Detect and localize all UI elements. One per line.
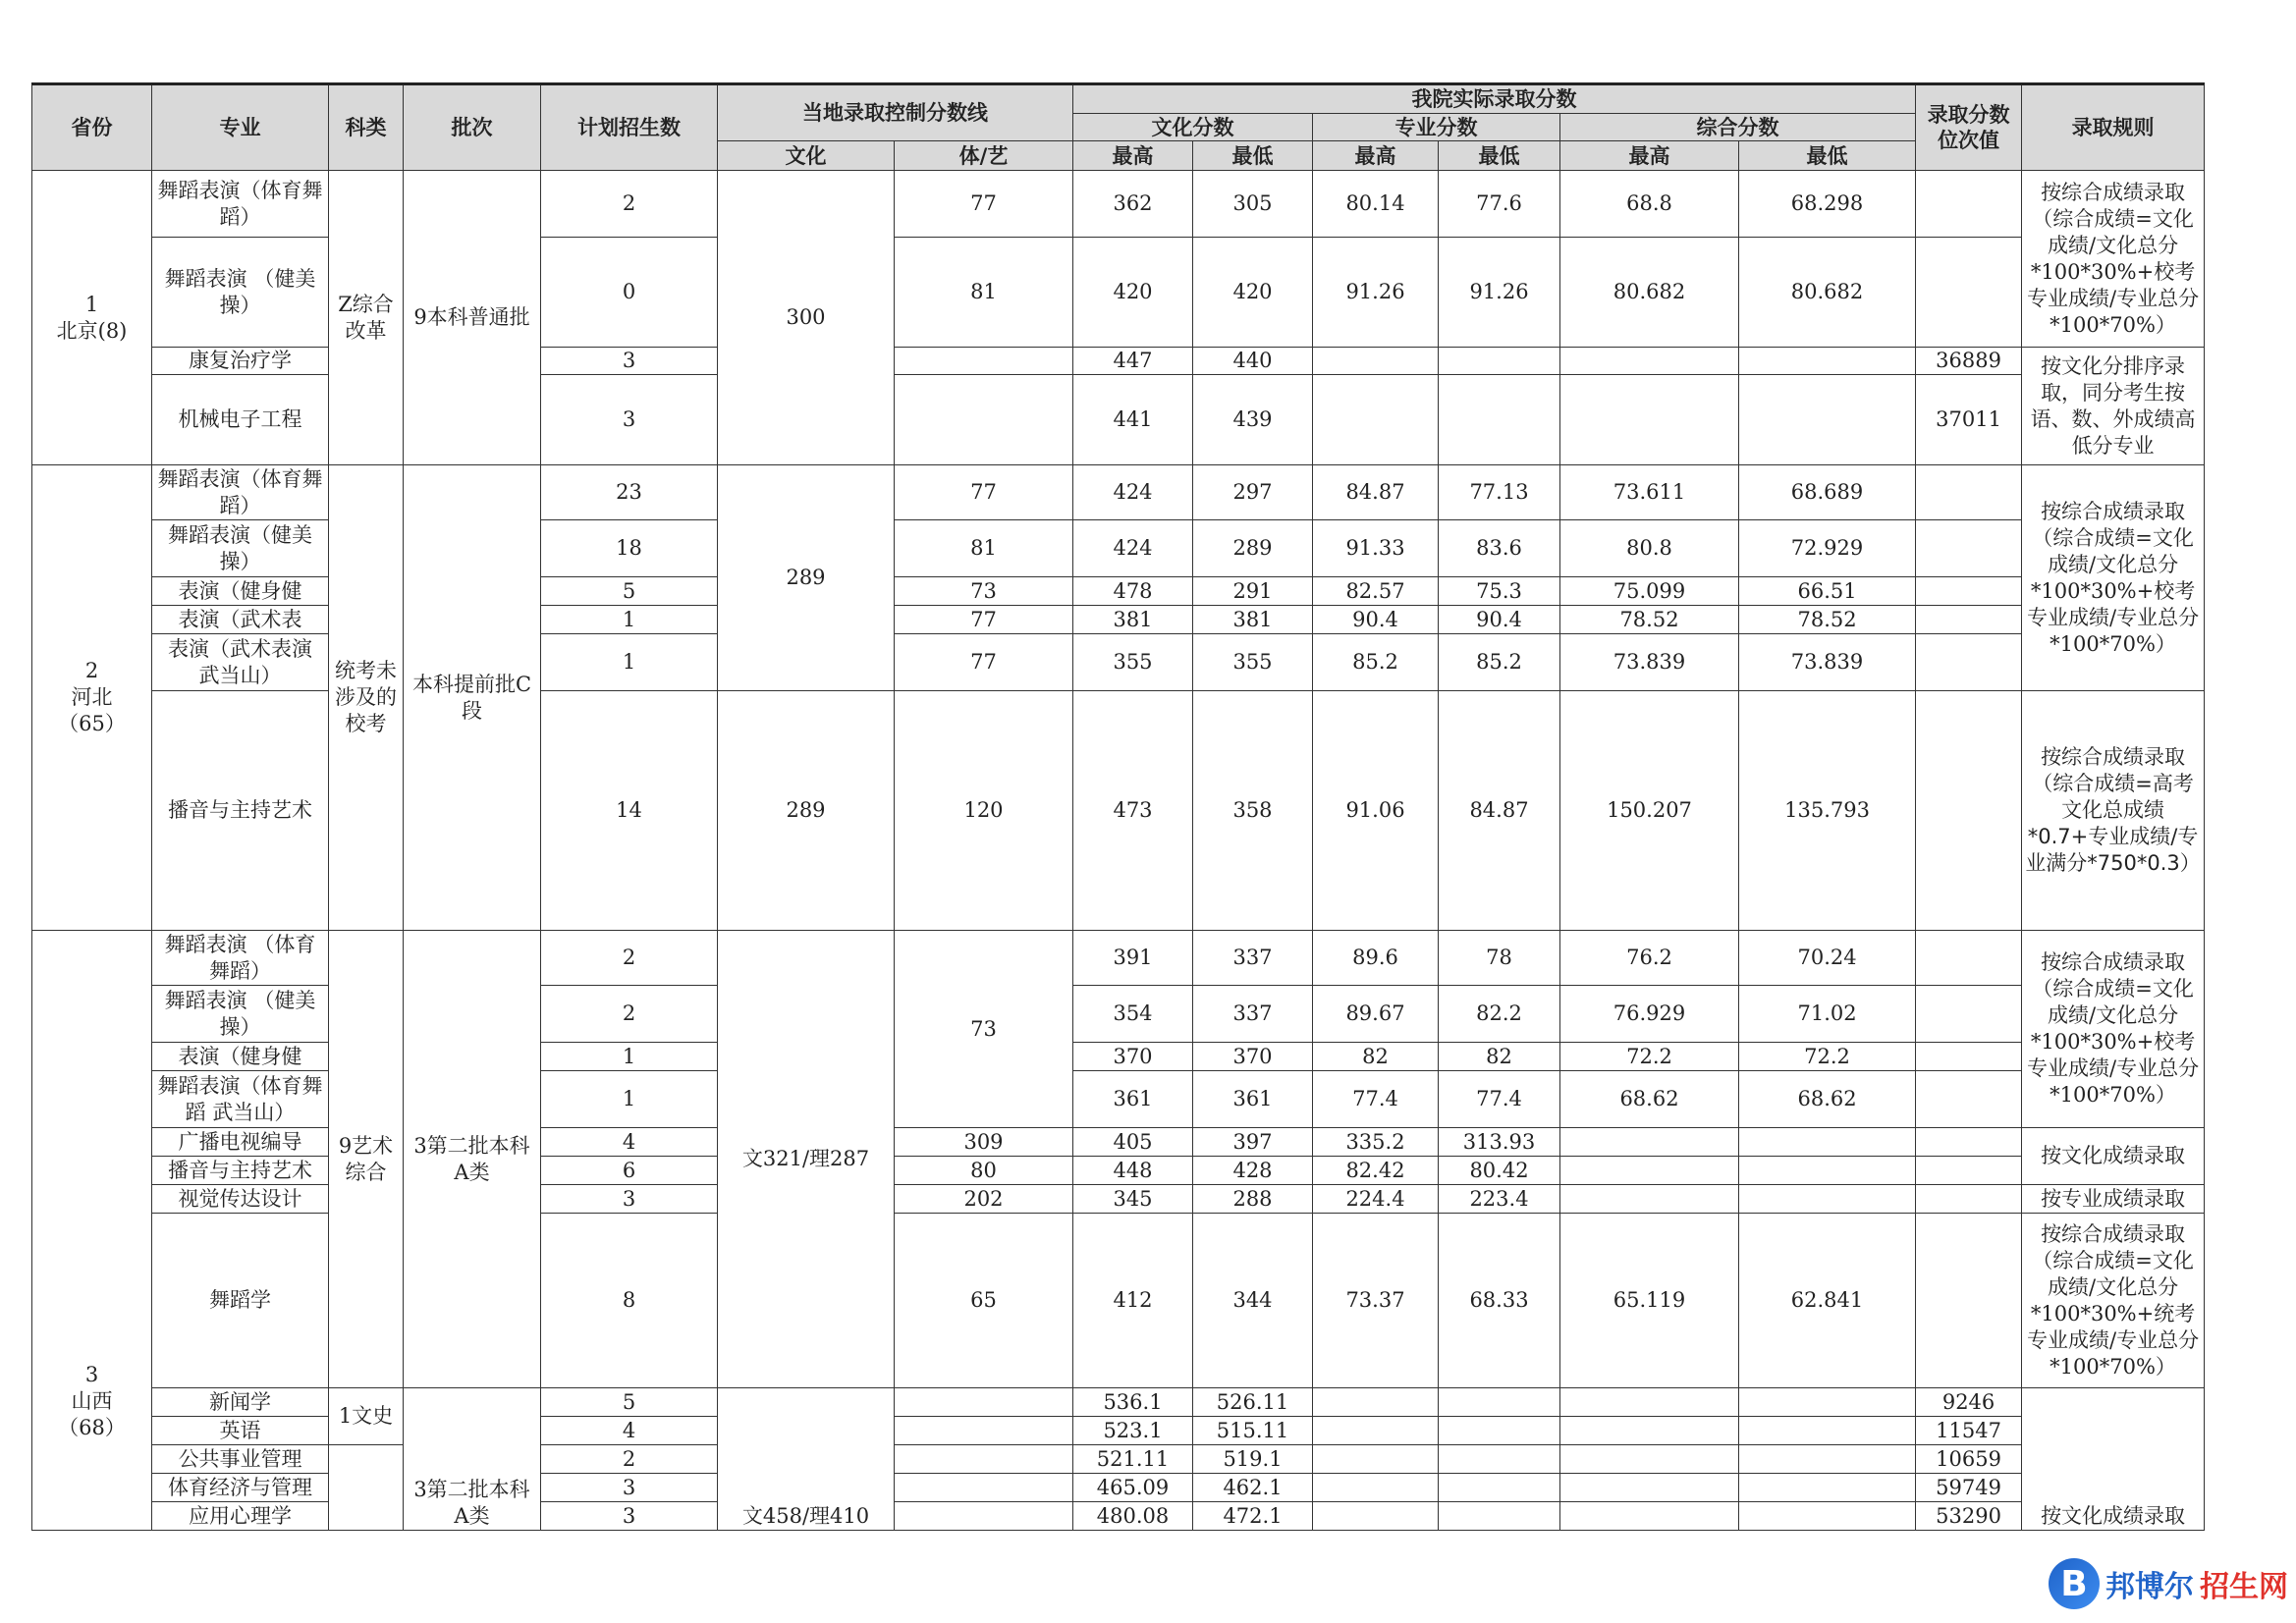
sport-art-line-cell: 77 <box>895 465 1073 520</box>
major-max-cell: 82.42 <box>1313 1157 1439 1185</box>
composite-max-cell <box>1560 348 1739 375</box>
admission-score-table <box>31 82 2205 1531</box>
header-local-culture: 文化 <box>718 141 895 171</box>
sport-art-line-cell: 81 <box>895 520 1073 577</box>
province-cell: 3 山西 （68） <box>32 931 152 1531</box>
culture-max-cell: 536.1 <box>1073 1388 1193 1417</box>
major-min-cell: 84.87 <box>1439 691 1560 931</box>
composite-max-cell: 68.62 <box>1560 1071 1739 1128</box>
rank-cell <box>1916 465 2022 520</box>
major-cell: 广播电视编导 <box>152 1128 329 1157</box>
plan-cell: 5 <box>541 1388 718 1417</box>
header-min: 最低 <box>1439 141 1560 171</box>
culture-line-cell: 300 <box>718 171 895 465</box>
culture-min-cell: 462.1 <box>1193 1474 1313 1502</box>
header-batch: 批次 <box>404 84 541 171</box>
major-min-cell <box>1439 1388 1560 1417</box>
major-cell: 新闻学 <box>152 1388 329 1417</box>
major-cell: 舞蹈表演（体育舞蹈 武当山） <box>152 1071 329 1128</box>
rule-cell: 按综合成绩录取（综合成绩=高考文化总成绩*0.7+专业成绩/专业满分*750*0.3） <box>2022 691 2205 931</box>
major-cell: 播音与主持艺术 <box>152 691 329 931</box>
sport-art-line-cell: 65 <box>895 1214 1073 1388</box>
rule-cell: 按专业成绩录取 <box>2022 1185 2205 1214</box>
major-max-cell: 84.87 <box>1313 465 1439 520</box>
plan-cell: 6 <box>541 1157 718 1185</box>
plan-cell: 3 <box>541 1185 718 1214</box>
major-max-cell: 91.06 <box>1313 691 1439 931</box>
header-category: 科类 <box>329 84 404 171</box>
major-max-cell <box>1313 1417 1439 1445</box>
culture-min-cell: 519.1 <box>1193 1445 1313 1474</box>
composite-max-cell <box>1560 1157 1739 1185</box>
header-max: 最高 <box>1073 141 1193 171</box>
major-min-cell: 83.6 <box>1439 520 1560 577</box>
major-cell: 表演（健身健 <box>152 577 329 606</box>
culture-min-cell: 289 <box>1193 520 1313 577</box>
culture-line-cell: 289 <box>718 465 895 691</box>
sport-art-line-cell: 120 <box>895 691 1073 931</box>
major-cell: 康复治疗学 <box>152 348 329 375</box>
plan-cell: 2 <box>541 171 718 238</box>
culture-line-cell: 文458/理410 <box>718 1388 895 1531</box>
major-max-cell: 85.2 <box>1313 634 1439 691</box>
rule-cell: 按文化分排序录取，同分考生按语、数、外成绩高低分专业 <box>2022 348 2205 465</box>
sport-art-line-cell: 202 <box>895 1185 1073 1214</box>
rule-cell: 按综合成绩录取（综合成绩=文化成绩/文化总分*100*30%+校考专业成绩/专业总分*100*70%） <box>2022 931 2205 1128</box>
major-min-cell <box>1439 348 1560 375</box>
composite-max-cell <box>1560 1388 1739 1417</box>
rule-cell: 按综合成绩录取（综合成绩=文化成绩/文化总分*100*30%+校考专业成绩/专业总分*100*70%） <box>2022 171 2205 348</box>
sport-art-line-cell <box>895 1502 1073 1531</box>
major-min-cell <box>1439 1445 1560 1474</box>
major-max-cell: 91.26 <box>1313 238 1439 348</box>
major-min-cell: 313.93 <box>1439 1128 1560 1157</box>
major-max-cell: 77.4 <box>1313 1071 1439 1128</box>
major-min-cell <box>1439 1474 1560 1502</box>
plan-cell: 1 <box>541 606 718 634</box>
major-min-cell <box>1439 1417 1560 1445</box>
culture-max-cell: 354 <box>1073 986 1193 1043</box>
rank-cell <box>1916 1128 2022 1157</box>
rule-cell: 按综合成绩录取（综合成绩=文化成绩/文化总分*100*30%+统考专业成绩/专业总分*100*70%） <box>2022 1214 2205 1388</box>
composite-min-cell <box>1739 1445 1916 1474</box>
culture-line-cell: 289 <box>718 691 895 931</box>
composite-max-cell: 75.099 <box>1560 577 1739 606</box>
culture-max-cell: 521.11 <box>1073 1445 1193 1474</box>
plan-cell: 2 <box>541 986 718 1043</box>
plan-cell: 4 <box>541 1417 718 1445</box>
culture-min-cell: 439 <box>1193 375 1313 465</box>
culture-max-cell: 405 <box>1073 1128 1193 1157</box>
composite-min-cell: 72.2 <box>1739 1043 1916 1071</box>
culture-min-cell: 381 <box>1193 606 1313 634</box>
composite-min-cell: 68.689 <box>1739 465 1916 520</box>
plan-cell: 14 <box>541 691 718 931</box>
header-local-line: 当地录取控制分数线 <box>718 84 1073 141</box>
sport-art-line-cell: 73 <box>895 577 1073 606</box>
major-cell: 视觉传达设计 <box>152 1185 329 1214</box>
culture-min-cell: 291 <box>1193 577 1313 606</box>
major-max-cell: 82.57 <box>1313 577 1439 606</box>
brand-watermark <box>2049 1558 2288 1609</box>
major-max-cell <box>1313 1445 1439 1474</box>
major-cell: 舞蹈学 <box>152 1214 329 1388</box>
major-min-cell: 77.13 <box>1439 465 1560 520</box>
sport-art-line-cell: 77 <box>895 606 1073 634</box>
culture-max-cell: 447 <box>1073 348 1193 375</box>
plan-cell: 4 <box>541 1128 718 1157</box>
major-max-cell <box>1313 1474 1439 1502</box>
header-major-score: 专业分数 <box>1313 114 1560 141</box>
batch-cell: 3第二批本科A类 <box>404 931 541 1388</box>
rank-cell <box>1916 520 2022 577</box>
major-min-cell: 80.42 <box>1439 1157 1560 1185</box>
composite-min-cell: 70.24 <box>1739 931 1916 986</box>
major-min-cell: 82.2 <box>1439 986 1560 1043</box>
sport-art-line-cell <box>895 1474 1073 1502</box>
rank-cell <box>1916 606 2022 634</box>
plan-cell: 3 <box>541 348 718 375</box>
culture-max-cell: 480.08 <box>1073 1502 1193 1531</box>
sport-art-line-cell <box>895 1445 1073 1474</box>
category-cell: 9艺术综合 <box>329 931 404 1388</box>
major-min-cell: 77.4 <box>1439 1071 1560 1128</box>
major-max-cell <box>1313 1388 1439 1417</box>
composite-min-cell: 66.51 <box>1739 577 1916 606</box>
culture-min-cell: 440 <box>1193 348 1313 375</box>
plan-cell: 3 <box>541 1502 718 1531</box>
rank-cell <box>1916 986 2022 1043</box>
composite-max-cell: 80.682 <box>1560 238 1739 348</box>
major-min-cell: 75.3 <box>1439 577 1560 606</box>
plan-cell: 3 <box>541 375 718 465</box>
culture-min-cell: 288 <box>1193 1185 1313 1214</box>
sport-art-line-cell: 77 <box>895 171 1073 238</box>
composite-min-cell <box>1739 1185 1916 1214</box>
category-cell <box>329 1445 404 1531</box>
culture-min-cell: 337 <box>1193 986 1313 1043</box>
composite-max-cell: 73.839 <box>1560 634 1739 691</box>
culture-max-cell: 424 <box>1073 520 1193 577</box>
composite-max-cell <box>1560 1502 1739 1531</box>
plan-cell: 23 <box>541 465 718 520</box>
province-cell: 2 河北 （65） <box>32 465 152 931</box>
major-min-cell: 90.4 <box>1439 606 1560 634</box>
plan-cell: 8 <box>541 1214 718 1388</box>
composite-min-cell: 71.02 <box>1739 986 1916 1043</box>
culture-min-cell: 472.1 <box>1193 1502 1313 1531</box>
composite-max-cell: 76.2 <box>1560 931 1739 986</box>
composite-min-cell: 72.929 <box>1739 520 1916 577</box>
culture-min-cell: 361 <box>1193 1071 1313 1128</box>
major-max-cell <box>1313 1502 1439 1531</box>
culture-min-cell: 397 <box>1193 1128 1313 1157</box>
major-cell: 英语 <box>152 1417 329 1445</box>
rank-cell: 10659 <box>1916 1445 2022 1474</box>
composite-min-cell <box>1739 375 1916 465</box>
composite-min-cell: 68.298 <box>1739 171 1916 238</box>
sport-art-line-cell <box>895 375 1073 465</box>
rank-cell <box>1916 1071 2022 1128</box>
header-major: 专业 <box>152 84 329 171</box>
culture-max-cell: 465.09 <box>1073 1474 1193 1502</box>
rank-cell: 59749 <box>1916 1474 2022 1502</box>
plan-cell: 0 <box>541 238 718 348</box>
culture-max-cell: 441 <box>1073 375 1193 465</box>
header-province: 省份 <box>32 84 152 171</box>
plan-cell: 1 <box>541 1071 718 1128</box>
header-composite-score: 综合分数 <box>1560 114 1916 141</box>
header-rule: 录取规则 <box>2022 84 2205 171</box>
sport-art-line-cell: 81 <box>895 238 1073 348</box>
rank-cell: 53290 <box>1916 1502 2022 1531</box>
header-rank: 录取分数位次值 <box>1916 84 2022 171</box>
culture-max-cell: 523.1 <box>1073 1417 1193 1445</box>
composite-min-cell: 80.682 <box>1739 238 1916 348</box>
composite-min-cell: 62.841 <box>1739 1214 1916 1388</box>
composite-min-cell: 73.839 <box>1739 634 1916 691</box>
rule-cell: 按综合成绩录取（综合成绩=文化成绩/文化总分*100*30%+校考专业成绩/专业总分*100*70%） <box>2022 465 2205 691</box>
composite-min-cell <box>1739 1388 1916 1417</box>
culture-min-cell: 344 <box>1193 1214 1313 1388</box>
composite-min-cell: 78.52 <box>1739 606 1916 634</box>
header-culture-score: 文化分数 <box>1073 114 1313 141</box>
major-min-cell: 68.33 <box>1439 1214 1560 1388</box>
major-min-cell <box>1439 1502 1560 1531</box>
major-max-cell <box>1313 348 1439 375</box>
culture-min-cell: 355 <box>1193 634 1313 691</box>
brand-name-a: 邦博尔 <box>2105 1570 2194 1604</box>
major-cell: 公共事业管理 <box>152 1445 329 1474</box>
culture-min-cell: 337 <box>1193 931 1313 986</box>
major-max-cell: 224.4 <box>1313 1185 1439 1214</box>
culture-max-cell: 391 <box>1073 931 1193 986</box>
rule-cell: 按文化成绩录取 <box>2022 1128 2205 1185</box>
culture-min-cell: 420 <box>1193 238 1313 348</box>
composite-max-cell: 78.52 <box>1560 606 1739 634</box>
culture-max-cell: 362 <box>1073 171 1193 238</box>
rank-cell <box>1916 171 2022 238</box>
culture-max-cell: 370 <box>1073 1043 1193 1071</box>
composite-max-cell: 68.8 <box>1560 171 1739 238</box>
composite-max-cell <box>1560 375 1739 465</box>
header-plan: 计划招生数 <box>541 84 718 171</box>
culture-line-cell: 文321/理287 <box>718 931 895 1388</box>
major-cell: 舞蹈表演（健美操） <box>152 520 329 577</box>
header-min: 最低 <box>1193 141 1313 171</box>
brand-name-b: 招生网 <box>2200 1570 2288 1604</box>
culture-min-cell: 297 <box>1193 465 1313 520</box>
major-min-cell: 223.4 <box>1439 1185 1560 1214</box>
culture-max-cell: 420 <box>1073 238 1193 348</box>
sport-art-line-cell <box>895 348 1073 375</box>
rank-cell: 37011 <box>1916 375 2022 465</box>
major-max-cell: 91.33 <box>1313 520 1439 577</box>
plan-cell: 3 <box>541 1474 718 1502</box>
composite-min-cell <box>1739 1417 1916 1445</box>
composite-min-cell: 68.62 <box>1739 1071 1916 1128</box>
culture-min-cell: 526.11 <box>1193 1388 1313 1417</box>
composite-min-cell <box>1739 348 1916 375</box>
sport-art-line-cell: 73 <box>895 931 1073 1128</box>
culture-max-cell: 424 <box>1073 465 1193 520</box>
composite-max-cell <box>1560 1128 1739 1157</box>
major-cell: 舞蹈表演（体育舞蹈） <box>152 465 329 520</box>
major-max-cell <box>1313 375 1439 465</box>
rank-cell: 36889 <box>1916 348 2022 375</box>
major-max-cell: 90.4 <box>1313 606 1439 634</box>
rank-cell <box>1916 1185 2022 1214</box>
category-cell: Z综合改革 <box>329 171 404 465</box>
composite-max-cell <box>1560 1445 1739 1474</box>
culture-max-cell: 478 <box>1073 577 1193 606</box>
major-cell: 舞蹈表演 （健美操） <box>152 238 329 348</box>
major-min-cell: 82 <box>1439 1043 1560 1071</box>
culture-min-cell: 370 <box>1193 1043 1313 1071</box>
culture-max-cell: 381 <box>1073 606 1193 634</box>
major-cell: 舞蹈表演（体育舞蹈） <box>152 171 329 238</box>
major-cell: 表演（武术表演 武当山） <box>152 634 329 691</box>
rank-cell <box>1916 931 2022 986</box>
sport-art-line-cell: 309 <box>895 1128 1073 1157</box>
rank-cell <box>1916 634 2022 691</box>
rule-cell: 按文化成绩录取 <box>2022 1388 2205 1531</box>
composite-min-cell: 135.793 <box>1739 691 1916 931</box>
culture-max-cell: 448 <box>1073 1157 1193 1185</box>
plan-cell: 1 <box>541 634 718 691</box>
composite-max-cell: 72.2 <box>1560 1043 1739 1071</box>
major-max-cell: 335.2 <box>1313 1128 1439 1157</box>
rank-cell <box>1916 691 2022 931</box>
major-cell: 播音与主持艺术 <box>152 1157 329 1185</box>
major-cell: 表演（健身健 <box>152 1043 329 1071</box>
composite-min-cell <box>1739 1128 1916 1157</box>
sport-art-line-cell <box>895 1388 1073 1417</box>
composite-max-cell: 80.8 <box>1560 520 1739 577</box>
culture-min-cell: 305 <box>1193 171 1313 238</box>
plan-cell: 18 <box>541 520 718 577</box>
major-max-cell: 89.67 <box>1313 986 1439 1043</box>
composite-min-cell <box>1739 1157 1916 1185</box>
composite-max-cell: 150.207 <box>1560 691 1739 931</box>
major-min-cell: 77.6 <box>1439 171 1560 238</box>
major-cell: 应用心理学 <box>152 1502 329 1531</box>
category-cell: 1文史 <box>329 1388 404 1445</box>
culture-min-cell: 515.11 <box>1193 1417 1313 1445</box>
major-cell: 舞蹈表演 （体育舞蹈） <box>152 931 329 986</box>
province-cell: 1 北京(8) <box>32 171 152 465</box>
culture-min-cell: 358 <box>1193 691 1313 931</box>
header-min: 最低 <box>1739 141 1916 171</box>
major-min-cell <box>1439 375 1560 465</box>
major-max-cell: 89.6 <box>1313 931 1439 986</box>
major-min-cell: 78 <box>1439 931 1560 986</box>
composite-max-cell <box>1560 1185 1739 1214</box>
category-cell: 统考未涉及的校考 <box>329 465 404 931</box>
header-actual: 我院实际录取分数 <box>1073 84 1916 114</box>
major-cell: 机械电子工程 <box>152 375 329 465</box>
batch-cell: 3第二批本科A类 <box>404 1388 541 1531</box>
sport-art-line-cell: 80 <box>895 1157 1073 1185</box>
major-min-cell: 91.26 <box>1439 238 1560 348</box>
composite-max-cell <box>1560 1474 1739 1502</box>
major-cell: 舞蹈表演 （健美操） <box>152 986 329 1043</box>
sport-art-line-cell: 77 <box>895 634 1073 691</box>
culture-max-cell: 412 <box>1073 1214 1193 1388</box>
brand-logo-icon: B <box>2049 1558 2100 1609</box>
plan-cell: 2 <box>541 1445 718 1474</box>
rank-cell: 9246 <box>1916 1388 2022 1417</box>
rank-cell <box>1916 577 2022 606</box>
major-max-cell: 73.37 <box>1313 1214 1439 1388</box>
culture-max-cell: 355 <box>1073 634 1193 691</box>
batch-cell: 9本科普通批 <box>404 171 541 465</box>
rank-cell: 11547 <box>1916 1417 2022 1445</box>
culture-max-cell: 345 <box>1073 1185 1193 1214</box>
header-local-sport-art: 体/艺 <box>895 141 1073 171</box>
plan-cell: 1 <box>541 1043 718 1071</box>
composite-min-cell <box>1739 1474 1916 1502</box>
major-max-cell: 80.14 <box>1313 171 1439 238</box>
rank-cell <box>1916 1043 2022 1071</box>
rank-cell <box>1916 1214 2022 1388</box>
composite-max-cell: 73.611 <box>1560 465 1739 520</box>
header-max: 最高 <box>1560 141 1739 171</box>
sport-art-line-cell <box>895 1417 1073 1445</box>
major-max-cell: 82 <box>1313 1043 1439 1071</box>
header-max: 最高 <box>1313 141 1439 171</box>
composite-max-cell: 76.929 <box>1560 986 1739 1043</box>
culture-max-cell: 361 <box>1073 1071 1193 1128</box>
culture-max-cell: 473 <box>1073 691 1193 931</box>
plan-cell: 5 <box>541 577 718 606</box>
rank-cell <box>1916 1157 2022 1185</box>
composite-max-cell <box>1560 1417 1739 1445</box>
major-min-cell: 85.2 <box>1439 634 1560 691</box>
composite-min-cell <box>1739 1502 1916 1531</box>
major-cell: 体育经济与管理 <box>152 1474 329 1502</box>
admission-score-sheet <box>31 82 2208 1551</box>
major-cell: 表演（武术表 <box>152 606 329 634</box>
composite-max-cell: 65.119 <box>1560 1214 1739 1388</box>
rank-cell <box>1916 238 2022 348</box>
plan-cell: 2 <box>541 931 718 986</box>
culture-min-cell: 428 <box>1193 1157 1313 1185</box>
batch-cell: 本科提前批C段 <box>404 465 541 931</box>
